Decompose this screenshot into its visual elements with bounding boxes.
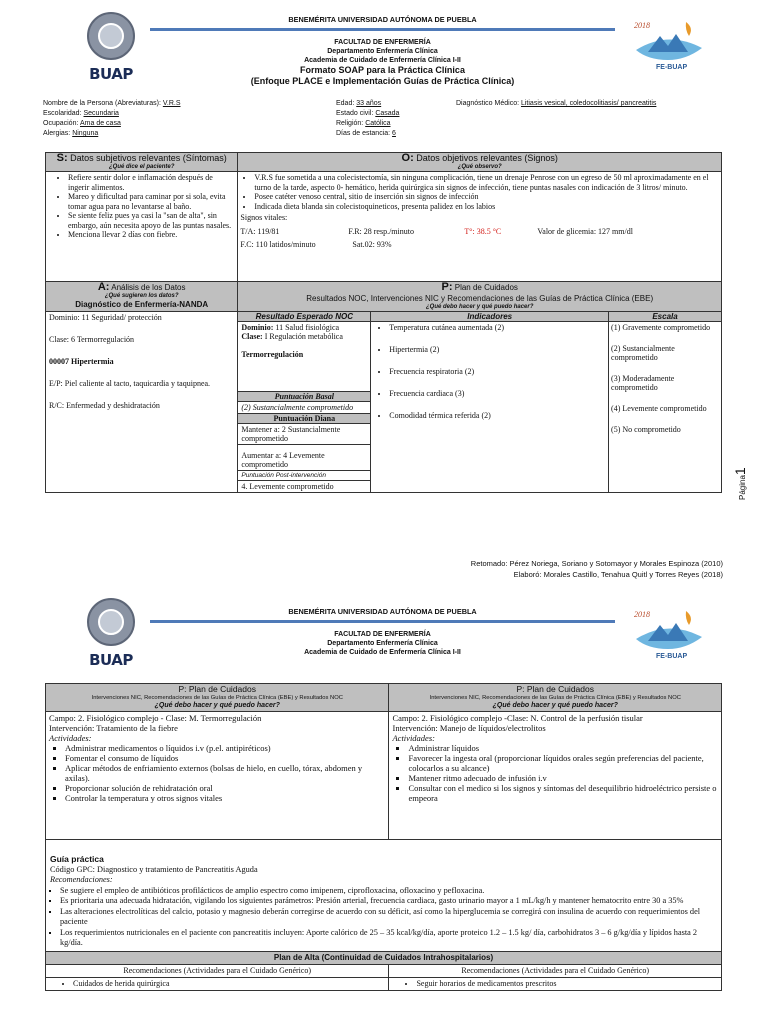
vitals-row-2	[240, 240, 719, 250]
university-name: BENEMÉRITA UNIVERSIDAD AUTÓNOMA DE PUEBLA	[288, 15, 477, 24]
logo-text: BUAP	[89, 65, 133, 83]
plan-left-header	[46, 684, 389, 712]
guide-rec-label: Recomendaciones:	[50, 875, 113, 884]
activity-item: ▪ Consultar con el medico si los signos y síntomas del desequilibrio hidroeléctrico persiste o empeora	[408, 783, 718, 803]
emblem-text: FE-BUAP	[656, 64, 688, 71]
activity-item: ▪ Administrar líquidos	[408, 743, 718, 753]
vital-temp: T°: 38.5 °C	[464, 226, 502, 236]
vitals-title: Signos vitales:	[240, 213, 288, 222]
discharge-col-right: Recomendaciones (Actividades para el Cuidado Genérico)	[389, 964, 722, 977]
plan-left-content	[46, 712, 389, 840]
o-item: • V.R.S fue sometida a una colecistectomía, sin ninguna complicación, tiene un drenaje Penrose con un egreso de 50 ml aproximadamente en el turno de la tarde, aspecto 0- hemático, herida quirúrgica sin signos de infección, tiene puntas nasales con indicación de 3 litros/ minuto.	[254, 173, 719, 192]
plan-left-intervention: Intervención: Tratamiento de la fiebre	[49, 723, 178, 733]
guide-title: Guía práctica	[50, 854, 104, 864]
schooling-label: Escolaridad:	[43, 110, 82, 117]
university-seal-icon	[87, 598, 135, 646]
plan-table	[45, 683, 722, 991]
basal-value: (2) Sustancialmente comprometido	[238, 402, 371, 414]
o-title: Datos objetivos relevantes (Signos)	[416, 153, 558, 163]
scale-item: (4) Levemente comprometido	[611, 404, 707, 413]
s-content	[46, 172, 238, 282]
buap-logo	[78, 12, 144, 83]
religion-value: Católica	[365, 120, 391, 127]
activity-item: ▪ Aplicar métodos de enfriamiento externos (bolsas de hielo, en cuello, tórax, abdomen y axilas).	[65, 763, 385, 783]
vitals-row-1	[240, 227, 719, 237]
basal-label: Puntuación Basal	[238, 392, 371, 402]
indicator-item: • Temperatura cutánea aumentada (2)	[389, 323, 606, 332]
civil-label: Estado civil:	[336, 110, 374, 117]
document-header	[150, 15, 615, 87]
col-result-header: Resultado Esperado NOC	[238, 312, 371, 322]
a-content	[46, 312, 238, 493]
s-item: • Menciona llevar 2 días con fiebre.	[68, 230, 235, 240]
a-header	[46, 282, 238, 312]
o-item: • Indicada dieta blanda sin colecistoquineticos, presenta palidez en los labios	[254, 202, 719, 212]
diana-label: Puntuación Diana	[238, 414, 371, 424]
o-header	[238, 153, 722, 172]
p-subtitle: Resultados NOC, Intervenciones NIC y Recomendaciones de las Guías de Práctica Clínica (EBE)	[306, 294, 654, 303]
indicators-cell	[371, 322, 609, 493]
university-seal-icon	[87, 12, 135, 60]
o-question: ¿Qué observo?	[457, 164, 502, 170]
fe-buap-emblem-icon	[628, 603, 708, 661]
university-name: BENEMÉRITA UNIVERSIDAD AUTÓNOMA DE PUEBLA	[288, 607, 477, 616]
page-label: Página	[738, 475, 747, 500]
activity-item: ▪ Controlar la temperatura y otros signos vitales	[65, 793, 385, 803]
guide-code: Código GPC: Diagnostico y tratamiento de Pancreatitis Aguda	[50, 864, 258, 874]
credits-footer	[471, 558, 723, 580]
age-value: 33 años	[356, 100, 382, 107]
plan-left-campo: Campo: 2. Fisiológico complejo - Clase: M. Termorregulación	[49, 713, 262, 723]
vital-fr: F.R: 28 resp./minuto	[348, 226, 414, 236]
discharge-left-content	[46, 977, 389, 990]
a-subtitle: Diagnóstico de Enfermería-NANDA	[75, 300, 209, 309]
header-rule	[150, 28, 615, 31]
a-clase: Clase: 6 Termorregulación	[49, 335, 135, 344]
noc-result-name: Termorregulación	[241, 350, 304, 359]
occupation-label: Ocupación:	[43, 120, 79, 127]
noc-clase-label: Clase:	[241, 332, 263, 341]
age-label: Edad:	[336, 100, 355, 107]
a-title: Análisis de los Datos	[111, 283, 186, 292]
scale-item: (2) Sustancialmente comprometido	[611, 344, 675, 362]
department-name: Departamento Enfermería Clínica	[327, 48, 438, 55]
header-rule	[150, 620, 615, 623]
p-question: ¿Qué debo hacer y qué puedo hacer?	[426, 304, 534, 310]
vital-ta: T/A: 119/81	[240, 226, 280, 236]
days-value: 6	[392, 130, 396, 137]
emblem-year: 2018	[634, 610, 650, 619]
a-ep: E/P: Piel caliente al tacto, taquicardia y taquipnea.	[49, 379, 211, 388]
plan-right-activities-label: Actividades:	[392, 733, 435, 743]
occupation-value: Ama de casa	[79, 120, 121, 127]
name-label: Nombre de la Persona (Abreviaturas):	[43, 100, 161, 107]
scale-item: (1) Gravemente comprometido	[611, 323, 711, 332]
discharge-item: • Seguir horarios de medicamentos prescritos	[416, 979, 720, 989]
civil-value: Casada	[375, 110, 400, 117]
guide-item: ▪ Se sugiere el empleo de antibióticos profilácticos de amplio espectro como imipenem, ciprofloxacina, ofloxacino y pefloxacina.	[60, 886, 717, 897]
page-number-value: 1	[732, 467, 748, 476]
vital-fc: F.C: 110 latidos/minuto	[240, 240, 316, 249]
s-question: ¿Qué dice el paciente?	[109, 164, 175, 170]
a-letter: A:	[97, 281, 110, 293]
buap-logo	[78, 598, 144, 669]
diagnosis-value: Litiasis vesical, coledocolitiasis/ pancreatitis	[520, 100, 657, 107]
diagnosis-label: Diagnóstico Médico:	[456, 100, 520, 107]
s-item: • Mareo y dificultad para caminar por si sola, evita tomar agua para no levantarse al baño.	[68, 192, 235, 211]
activity-item: ▪ Administrar medicamentos o líquidos i.v (p.el. antipiréticos)	[65, 743, 385, 753]
p-letter: P:	[441, 281, 453, 293]
plan-left-title: P: Plan de Cuidados	[178, 684, 256, 694]
activity-item: ▪ Mantener ritmo adecuado de infusión i.v	[408, 773, 718, 783]
a-question: ¿Qué sugieren los datos?	[104, 293, 179, 299]
days-label: Días de estancia:	[336, 130, 391, 137]
p-header	[238, 282, 722, 312]
plan-right-question: ¿Qué debo hacer y qué puedo hacer?	[492, 702, 618, 709]
emblem-text: FE-BUAP	[656, 653, 688, 660]
post-label: Puntuación Post-intervención	[238, 471, 371, 481]
indicator-item: • Frecuencia respiratoria (2)	[389, 367, 606, 376]
o-content	[238, 172, 722, 282]
schooling-value: Secundaria	[83, 110, 119, 117]
a-diagnosis: 00007 Hipertermia	[49, 357, 114, 366]
footer-retomado: Retomado: Pérez Noriega, Soriano y Sotomayor y Morales Espinoza (2010)	[470, 559, 723, 568]
guide-item: ▪ Los requerimientos nutricionales en el paciente con pancreatitis incluyen: Aporte calórico de 25 – 35 kcal/kg/día, aporte proteico 1.2 – 1.5 kg/ día, carbohidratos 3 – 6 g/kg/día y lípidos hasta 2 kg/día.	[60, 928, 717, 949]
mantener-value: Mantener a: 2 Sustancialmente comprometido	[238, 424, 371, 445]
scale-cell	[609, 322, 722, 493]
format-title: Formato SOAP para la Práctica Clínica	[300, 65, 465, 75]
faculty-name: FACULTAD DE ENFERMERÍA	[334, 39, 431, 46]
col-indicators-header: Indicadores	[371, 312, 609, 322]
footer-elaboro: Elaboró: Morales Castillo, Tenahua Quitl y Torres Reyes (2018)	[513, 570, 723, 579]
plan-right-subtitle: Intervenciones NIC, Recomendaciones de las Guías de Práctica Clínica (EBE) y Resultados NOC	[429, 695, 681, 701]
discharge-col-left: Recomendaciones (Actividades para el Cuidado Genérico)	[46, 964, 389, 977]
format-subtitle: (Enfoque PLACE e Implementación Guías de Práctica Clínica)	[250, 76, 515, 86]
o-item: • Posee catéter venoso central, sitio de inserción sin signos de infección	[254, 192, 719, 202]
plan-left-activities-label: Actividades:	[49, 733, 92, 743]
discharge-header: Plan de Alta (Continuidad de Cuidados Intrahospitalarios)	[46, 951, 722, 964]
plan-right-intervention: Intervención: Manejo de líquidos/electrolitos	[392, 723, 546, 733]
indicator-item: • Frecuencia cardiaca (3)	[389, 389, 606, 398]
logo-text: BUAP	[89, 651, 133, 669]
plan-left-subtitle: Intervenciones NIC, Recomendaciones de las Guías de Práctica Clínica (EBE) y Resultados NOC	[91, 695, 343, 701]
noc-dominio-label: Dominio:	[241, 323, 274, 332]
allergies-label: Alergias:	[43, 130, 71, 137]
faculty-name: FACULTAD DE ENFERMERÍA	[334, 631, 431, 638]
religion-label: Religión:	[336, 120, 364, 127]
page-number	[732, 467, 748, 500]
soap-table	[45, 152, 722, 493]
discharge-item: • Cuidados de herida quirúrgica	[73, 979, 387, 989]
a-dominio: Dominio: 11 Seguridad/ protección	[49, 313, 162, 322]
plan-right-title: P: Plan de Cuidados	[516, 684, 594, 694]
s-title: Datos subjetivos relevantes (Síntomas)	[70, 153, 227, 163]
p-title: Plan de Cuidados	[454, 283, 518, 292]
s-item: • Refiere sentir dolor e inflamación después de ingerir alimentos.	[68, 173, 235, 192]
guide-item: ▪ Es prioritaria una adecuada hidratación, vigilando los siguientes parámetros: Presión arterial, frecuencia cardiaca, gasto urinario mayor a 1 mL/kg/h y mantener hematocrito entre 30 a 35%	[60, 896, 717, 907]
plan-left-question: ¿Qué debo hacer y qué puedo hacer?	[154, 702, 280, 709]
activity-item: ▪ Proporcionar solución de rehidratación oral	[65, 783, 385, 793]
clinical-guide	[46, 840, 722, 952]
scale-item: (3) Moderadamente comprometido	[611, 374, 675, 392]
activity-item: ▪ Favorecer la ingesta oral (proporcionar líquidos orales según preferencias del paciente, colocarlos a su alcance)	[408, 753, 718, 773]
s-header	[46, 153, 238, 172]
scale-item: (5) No comprometido	[611, 425, 681, 434]
post-value: 4. Levemente comprometido	[238, 481, 371, 493]
indicator-item: • Comodidad térmica referida (2)	[389, 411, 606, 420]
vital-sat: Sat.02: 93%	[352, 240, 392, 249]
s-letter: S:	[56, 152, 68, 164]
plan-right-campo: Campo: 2. Fisiológico complejo -Clase: N. Control de la perfusión tisular	[392, 713, 643, 723]
page-two	[0, 585, 768, 1024]
fe-buap-emblem-icon	[628, 14, 708, 72]
document-header	[150, 607, 615, 657]
noc-clase: I Regulación metabólica	[264, 332, 343, 341]
plan-right-header	[389, 684, 722, 712]
o-letter: O:	[401, 152, 414, 164]
plan-right-content	[389, 712, 722, 840]
name-value: V.R.S	[162, 100, 181, 107]
vital-glucose: Valor de glicemia: 127 mm/dl	[537, 226, 633, 236]
academy-name: Academia de Cuidado de Enfermería Clínica I-II	[304, 57, 461, 64]
discharge-right-content	[389, 977, 722, 990]
department-name: Departamento Enfermería Clínica	[327, 640, 438, 647]
guide-item: ▪ Las alteraciones electrolíticas del calcio, potasio y magnesio deberán corregirse de acuerdo con su déficit, así como la hiperglucemia se corregirá con insulina de acuerdo con requerimientos del paciente	[60, 907, 717, 928]
s-item: • Se siente feliz pues ya casi la "san de alta", sin embargo, aún necesita apoyo de las puntas nasales.	[68, 211, 235, 230]
academy-name: Academia de Cuidado de Enfermería Clínica I-II	[304, 649, 461, 656]
allergies-value: Ninguna	[72, 130, 99, 137]
emblem-year: 2018	[634, 21, 650, 30]
a-rc: R/C: Enfermedad y deshidratación	[49, 401, 160, 410]
noc-result	[238, 322, 371, 392]
aumentar-value: Aumentar a: 4 Levemente comprometido	[238, 445, 371, 471]
activity-item: ▪ Fomentar el consumo de líquidos	[65, 753, 385, 763]
indicator-item: • Hipertermia (2)	[389, 345, 606, 354]
col-scale-header: Escala	[609, 312, 722, 322]
noc-dominio: 11 Salud fisiológica	[275, 323, 340, 332]
